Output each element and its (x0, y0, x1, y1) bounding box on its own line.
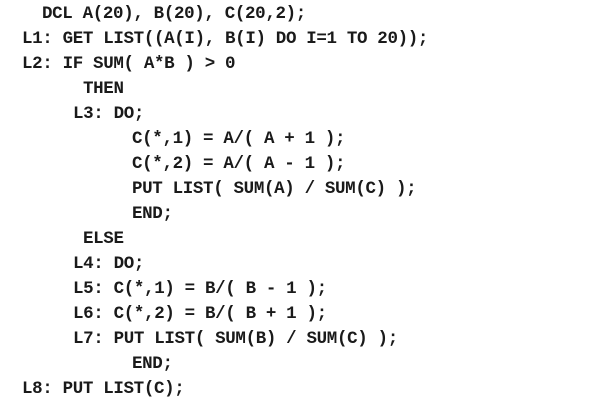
code-line-put-a: PUT LIST( SUM(A) / SUM(C) ); (132, 179, 417, 199)
code-line-l4: L4: DO; (73, 254, 145, 274)
code-line-end-2: END; (132, 354, 173, 374)
code-line-then: THEN (83, 79, 124, 99)
code-line-c2-a: C(*,2) = A/( A - 1 ); (132, 154, 346, 174)
code-line-c1-a: C(*,1) = A/( A + 1 ); (132, 129, 346, 149)
code-line-end-1: END; (132, 204, 173, 224)
code-line-l3: L3: DO; (73, 104, 145, 124)
code-line-l8: L8: PUT LIST(C); (22, 379, 185, 399)
code-line-l2: L2: IF SUM( A*B ) > 0 (22, 54, 236, 74)
code-line-l6: L6: C(*,2) = B/( B + 1 ); (73, 304, 327, 324)
code-line-l1: L1: GET LIST((A(I), B(I) DO I=1 TO 20)); (22, 29, 429, 49)
code-line-l7: L7: PUT LIST( SUM(B) / SUM(C) ); (73, 329, 398, 349)
code-line-dcl: DCL A(20), B(20), C(20,2); (42, 4, 306, 24)
code-line-else: ELSE (83, 229, 124, 249)
code-line-l5: L5: C(*,1) = B/( B - 1 ); (73, 279, 327, 299)
